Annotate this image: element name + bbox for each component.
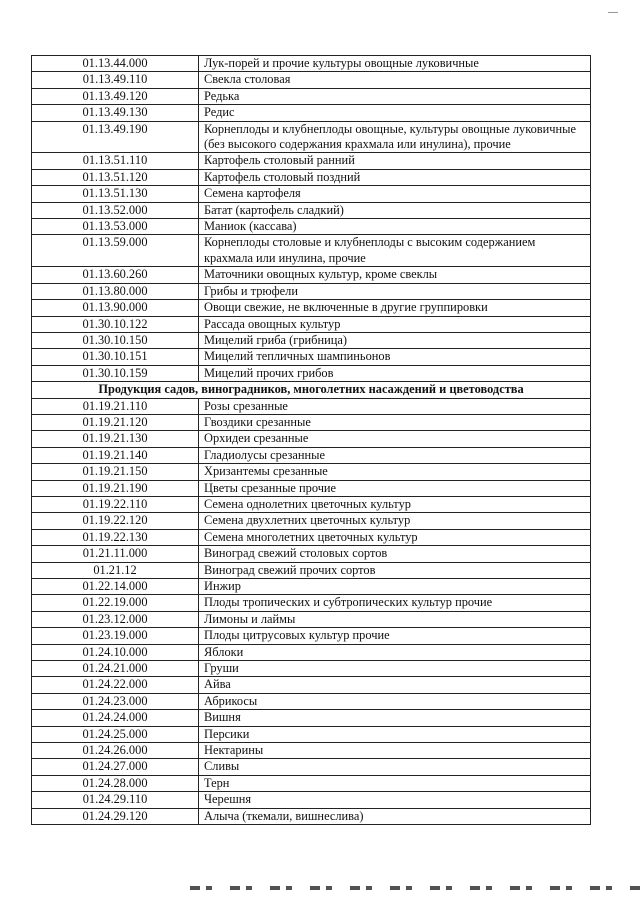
table-row <box>32 743 591 759</box>
product-code-cell: 01.24.23.000 <box>32 693 199 709</box>
product-code-cell: 01.22.14.000 <box>32 579 199 595</box>
table-row <box>32 677 591 693</box>
product-name-cell: Яблоки <box>199 644 591 660</box>
product-code-cell: 01.24.10.000 <box>32 644 199 660</box>
product-name-cell: Корнеплоды столовые и клубнеплоды с высоким содержанием крахмала или инулина, прочие <box>199 235 591 267</box>
table-row <box>32 562 591 578</box>
table-row <box>32 169 591 185</box>
table-row <box>32 431 591 447</box>
product-name-cell: Корнеплоды и клубнеплоды овощные, культуры овощные луковичные (без высокого содержания крахмала или инулина), прочие <box>199 121 591 153</box>
product-code-cell: 01.19.21.150 <box>32 464 199 480</box>
product-code-cell: 01.30.10.150 <box>32 332 199 348</box>
table-row <box>32 710 591 726</box>
table-row <box>32 235 591 267</box>
table-row <box>32 513 591 529</box>
product-name-cell: Плоды тропических и субтропических культур прочие <box>199 595 591 611</box>
product-code-cell: 01.24.22.000 <box>32 677 199 693</box>
product-code-cell: 01.24.29.110 <box>32 792 199 808</box>
product-name-cell: Персики <box>199 726 591 742</box>
product-code-cell: 01.19.21.140 <box>32 447 199 463</box>
product-name-cell: Мицелий прочих грибов <box>199 365 591 381</box>
product-code-cell: 01.22.19.000 <box>32 595 199 611</box>
product-code-cell: 01.19.21.120 <box>32 414 199 430</box>
table-row <box>32 56 591 72</box>
product-code-cell: 01.24.24.000 <box>32 710 199 726</box>
product-code-cell: 01.13.49.120 <box>32 88 199 104</box>
product-name-cell: Редька <box>199 88 591 104</box>
product-name-cell: Семена картофеля <box>199 186 591 202</box>
table-row <box>32 464 591 480</box>
product-code-cell: 01.13.51.110 <box>32 153 199 169</box>
table-row <box>32 546 591 562</box>
product-code-cell: 01.13.90.000 <box>32 300 199 316</box>
product-code-cell: 01.24.26.000 <box>32 743 199 759</box>
table-row <box>32 153 591 169</box>
product-code-cell: 01.23.19.000 <box>32 628 199 644</box>
product-name-cell: Виноград свежий прочих сортов <box>199 562 591 578</box>
table-row <box>32 365 591 381</box>
table-row <box>32 447 591 463</box>
table-row <box>32 644 591 660</box>
product-name-cell: Нектарины <box>199 743 591 759</box>
product-name-cell: Грибы и трюфели <box>199 283 591 299</box>
product-code-cell: 01.13.51.130 <box>32 186 199 202</box>
product-name-cell: Хризантемы срезанные <box>199 464 591 480</box>
product-name-cell: Мицелий тепличных шампиньонов <box>199 349 591 365</box>
product-code-cell: 01.13.49.190 <box>32 121 199 153</box>
product-code-cell: 01.13.49.110 <box>32 72 199 88</box>
table-row <box>32 529 591 545</box>
table-row <box>32 611 591 627</box>
product-code-cell: 01.13.44.000 <box>32 56 199 72</box>
table-row <box>32 808 591 824</box>
product-code-cell: 01.13.80.000 <box>32 283 199 299</box>
product-code-cell: 01.30.10.151 <box>32 349 199 365</box>
product-code-cell: 01.24.25.000 <box>32 726 199 742</box>
product-name-cell: Цветы срезанные прочие <box>199 480 591 496</box>
table-row <box>32 202 591 218</box>
table-row <box>32 88 591 104</box>
product-code-cell: 01.19.21.190 <box>32 480 199 496</box>
product-name-cell: Картофель столовый ранний <box>199 153 591 169</box>
page-bottom-artifact <box>190 886 640 890</box>
table-row <box>32 267 591 283</box>
table-row <box>32 726 591 742</box>
product-code-cell: 01.21.12 <box>32 562 199 578</box>
product-code-cell: 01.19.21.110 <box>32 398 199 414</box>
product-name-cell: Маниок (кассава) <box>199 219 591 235</box>
product-name-cell: Лук-порей и прочие культуры овощные луковичные <box>199 56 591 72</box>
section-title: Продукция садов, виноградников, многолетних насаждений и цветоводства <box>32 382 591 398</box>
product-name-cell: Мицелий гриба (грибница) <box>199 332 591 348</box>
table-row <box>32 595 591 611</box>
product-code-cell: 01.30.10.159 <box>32 365 199 381</box>
product-code-cell: 01.19.21.130 <box>32 431 199 447</box>
table-row <box>32 332 591 348</box>
table-row <box>32 661 591 677</box>
classification-table <box>31 55 591 825</box>
table-body <box>32 56 591 825</box>
product-name-cell: Гвоздики срезанные <box>199 414 591 430</box>
product-name-cell: Свекла столовая <box>199 72 591 88</box>
product-name-cell: Батат (картофель сладкий) <box>199 202 591 218</box>
table-row <box>32 628 591 644</box>
table-row <box>32 121 591 153</box>
product-name-cell: Груши <box>199 661 591 677</box>
product-name-cell: Гладиолусы срезанные <box>199 447 591 463</box>
product-name-cell: Семена однолетних цветочных культур <box>199 496 591 512</box>
product-name-cell: Плоды цитрусовых культур прочие <box>199 628 591 644</box>
product-name-cell: Абрикосы <box>199 693 591 709</box>
table-row <box>32 316 591 332</box>
table-row <box>32 349 591 365</box>
product-code-cell: 01.19.22.110 <box>32 496 199 512</box>
table-row <box>32 414 591 430</box>
table-row <box>32 759 591 775</box>
product-name-cell: Семена многолетних цветочных культур <box>199 529 591 545</box>
corner-mark <box>608 12 618 13</box>
product-code-cell: 01.24.21.000 <box>32 661 199 677</box>
product-name-cell: Черешня <box>199 792 591 808</box>
product-name-cell: Розы срезанные <box>199 398 591 414</box>
product-name-cell: Вишня <box>199 710 591 726</box>
product-name-cell: Терн <box>199 775 591 791</box>
product-name-cell: Рассада овощных культур <box>199 316 591 332</box>
table-row <box>32 105 591 121</box>
product-code-cell: 01.13.60.260 <box>32 267 199 283</box>
product-code-cell: 01.24.28.000 <box>32 775 199 791</box>
product-name-cell: Редис <box>199 105 591 121</box>
table-row <box>32 186 591 202</box>
product-code-cell: 01.24.29.120 <box>32 808 199 824</box>
product-code-cell: 01.19.22.120 <box>32 513 199 529</box>
product-code-cell: 01.13.52.000 <box>32 202 199 218</box>
product-code-cell: 01.24.27.000 <box>32 759 199 775</box>
table-row <box>32 693 591 709</box>
product-code-cell: 01.21.11.000 <box>32 546 199 562</box>
product-name-cell: Овощи свежие, не включенные в другие группировки <box>199 300 591 316</box>
product-code-cell: 01.13.53.000 <box>32 219 199 235</box>
table-row <box>32 398 591 414</box>
table-row <box>32 72 591 88</box>
product-name-cell: Семена двухлетних цветочных культур <box>199 513 591 529</box>
table-row <box>32 480 591 496</box>
product-name-cell: Лимоны и лаймы <box>199 611 591 627</box>
product-name-cell: Инжир <box>199 579 591 595</box>
product-name-cell: Маточники овощных культур, кроме свеклы <box>199 267 591 283</box>
product-name-cell: Айва <box>199 677 591 693</box>
table-row <box>32 283 591 299</box>
table-row <box>32 775 591 791</box>
section-header-row <box>32 382 591 398</box>
table-row <box>32 219 591 235</box>
product-code-cell: 01.13.49.130 <box>32 105 199 121</box>
product-name-cell: Сливы <box>199 759 591 775</box>
product-code-cell: 01.19.22.130 <box>32 529 199 545</box>
product-name-cell: Картофель столовый поздний <box>199 169 591 185</box>
product-code-cell: 01.30.10.122 <box>32 316 199 332</box>
table-row <box>32 300 591 316</box>
table-row <box>32 792 591 808</box>
product-name-cell: Виноград свежий столовых сортов <box>199 546 591 562</box>
product-code-cell: 01.23.12.000 <box>32 611 199 627</box>
product-code-cell: 01.13.59.000 <box>32 235 199 267</box>
product-name-cell: Алыча (ткемали, вишнеслива) <box>199 808 591 824</box>
product-code-cell: 01.13.51.120 <box>32 169 199 185</box>
table-row <box>32 579 591 595</box>
product-name-cell: Орхидеи срезанные <box>199 431 591 447</box>
table-row <box>32 496 591 512</box>
